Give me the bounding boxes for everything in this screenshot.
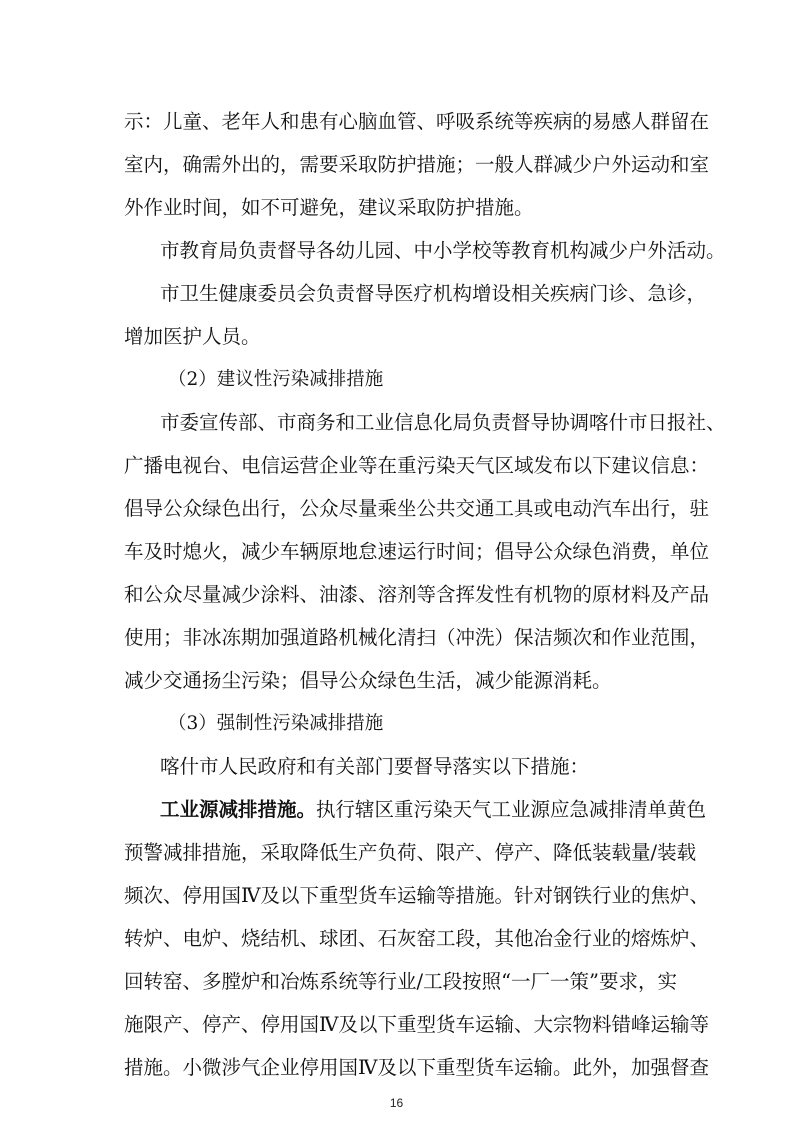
text-line: 回转窑、多膛炉和冶炼系统等行业/工段按照“一厂一策”要求，实 [124, 970, 678, 993]
text-line: 转炉、电炉、烧结机、球团、石灰窑工段，其他冶金行业的熔炼炉、 [124, 927, 710, 950]
text-line: 频次、停用国Ⅳ及以下重型货车运输等措施。针对钢铁行业的焦炉、 [124, 884, 709, 907]
text-line: 室内，确需外出的，需要采取防护措施；一般人群减少户外运动和室 [124, 153, 710, 176]
text-line-rest: 执行辖区重污染天气工业源应急减排清单黄色 [316, 798, 707, 821]
text-line: 使用；非冰冻期加强道路机械化清扫（冲洗）保洁频次和作业范围， [124, 626, 710, 649]
text-line: 和公众尽量减少涂料、油漆、溶剂等含挥发性有机物的原材料及产品 [124, 583, 710, 606]
text-line: 市卫生健康委员会负责督导医疗机构增设相关疾病门诊、急诊， [160, 282, 707, 305]
text-line: 喀什市人民政府和有关部门要督导落实以下措施： [160, 755, 590, 778]
text-line: 市教育局负责督导各幼儿园、中小学校等教育机构减少户外活动。 [160, 239, 726, 262]
text-line: 施限产、停产、停用国Ⅳ及以下重型货车运输、大宗物料错峰运输等 [124, 1013, 709, 1036]
text-line: 预警减排措施，采取降低生产负荷、限产、停产、降低装载量/装载 [124, 841, 697, 864]
section-heading: （3）强制性污染减排措施 [168, 713, 384, 734]
text-line: 车及时熄火，减少车辆原地怠速运行时间；倡导公众绿色消费，单位 [124, 540, 710, 563]
text-line: 减少交通扬尘污染；倡导公众绿色生活，减少能源消耗。 [124, 669, 612, 692]
bold-lead-text: 工业源减排措施。 [160, 798, 317, 821]
text-line: 外作业时间，如不可避免，建议采取防护措施。 [124, 196, 534, 219]
section-heading: （2）建议性污染减排措施 [168, 369, 384, 390]
text-line: 增加医护人员。 [124, 325, 261, 348]
text-line: 倡导公众绿色出行，公众尽量乘坐公共交通工具或电动汽车出行，驻 [124, 497, 710, 520]
page-number: 16 [389, 1096, 404, 1110]
text-line: 示：儿童、老年人和患有心脑血管、呼吸系统等疾病的易感人群留在 [124, 110, 710, 133]
text-line: 措施。小微涉气企业停用国Ⅳ及以下重型货车运输。此外，加强督查 [124, 1056, 709, 1079]
text-line: 广播电视台、电信运营企业等在重污染天气区域发布以下建议信息： [124, 454, 710, 477]
text-line: 市委宣传部、市商务和工业信息化局负责督导协调喀什市日报社、 [160, 411, 726, 434]
text-line [160, 798, 706, 822]
